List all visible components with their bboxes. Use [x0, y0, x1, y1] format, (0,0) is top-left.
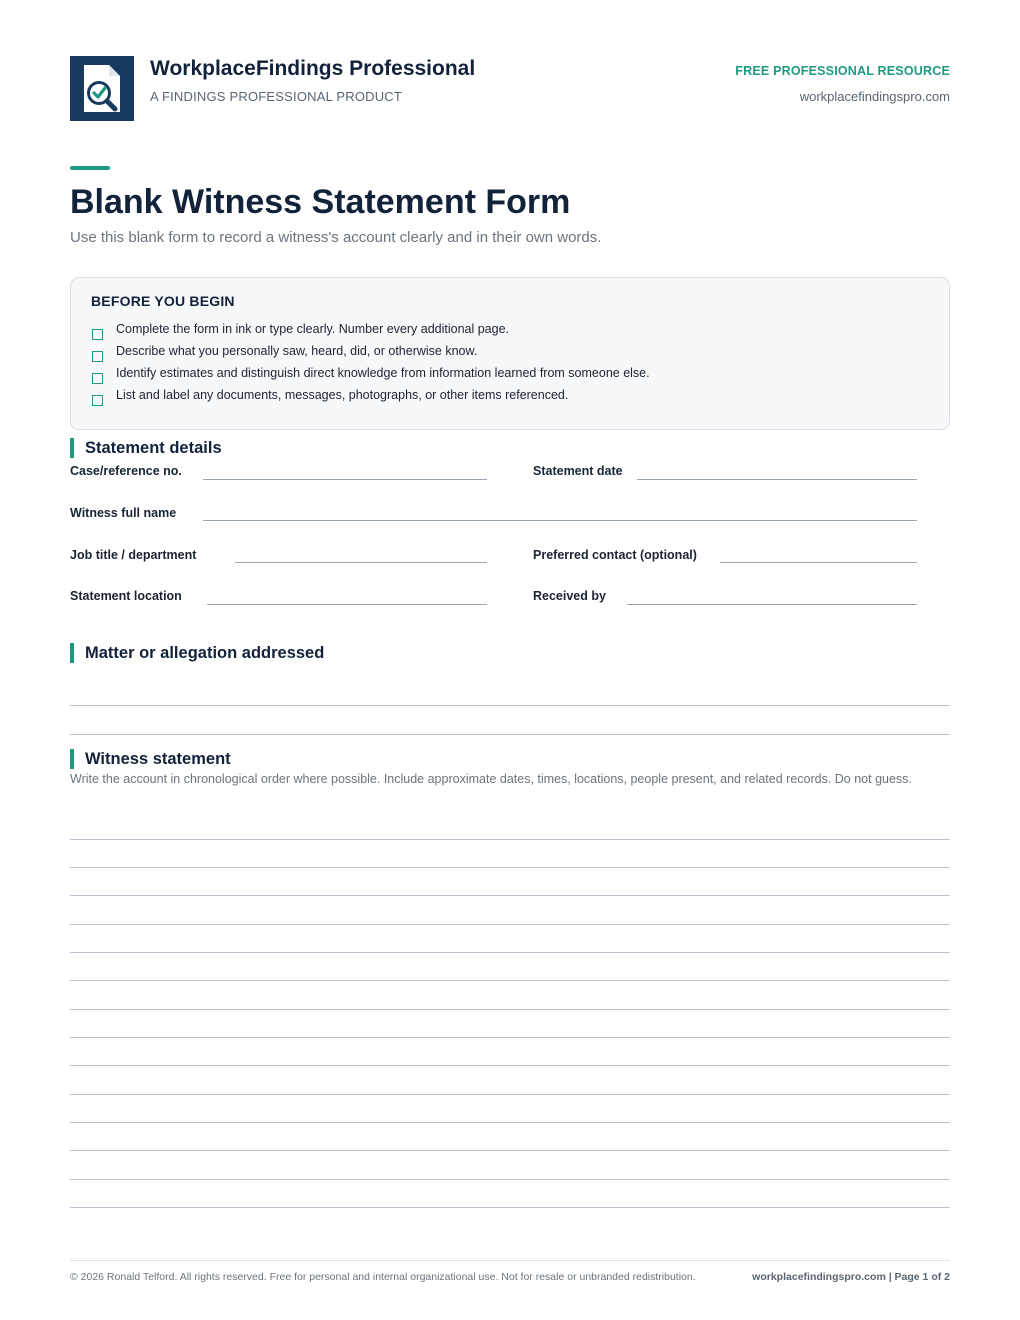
witness-name-field[interactable] [203, 520, 917, 521]
checklist-text: List and label any documents, messages, photographs, or other items referenced. [116, 388, 569, 402]
statement-writing-line[interactable] [70, 1037, 950, 1038]
matter-writing-line[interactable] [70, 734, 950, 735]
statement-date-label: Statement date [533, 464, 623, 478]
statement-writing-line[interactable] [70, 895, 950, 896]
footer-page-info: workplacefindingspro.com | Page 1 of 2 [752, 1271, 950, 1283]
checklist-text: Describe what you personally saw, heard, did, or otherwise know. [116, 344, 478, 358]
received-by-label: Received by [533, 589, 606, 603]
statement-location-field[interactable] [207, 604, 487, 605]
preferred-contact-label: Preferred contact (optional) [533, 548, 697, 562]
statement-writing-line[interactable] [70, 1207, 950, 1208]
checklist-text: Complete the form in ink or type clearly. Number every additional page. [116, 322, 510, 336]
before-you-begin-box [70, 277, 950, 430]
statement-writing-line[interactable] [70, 980, 950, 981]
checklist-text: Identify estimates and distinguish direct knowledge from information learned from someone else. [116, 366, 650, 380]
title-accent-bar [70, 166, 110, 170]
section-heading: Statement details [85, 439, 222, 457]
checkbox-icon[interactable] [92, 329, 103, 340]
statement-writing-line[interactable] [70, 1150, 950, 1151]
received-by-field[interactable] [627, 604, 917, 605]
preferred-contact-field[interactable] [720, 562, 917, 563]
footer [70, 1271, 950, 1283]
statement-writing-line[interactable] [70, 1094, 950, 1095]
statement-writing-line[interactable] [70, 952, 950, 953]
site-url[interactable]: workplacefindingspro.com [799, 89, 950, 104]
before-you-begin-heading: BEFORE YOU BEGIN [91, 293, 235, 309]
job-title-field[interactable] [235, 562, 487, 563]
statement-writing-line[interactable] [70, 839, 950, 840]
checkbox-icon[interactable] [92, 351, 103, 362]
brand-subtitle: A FINDINGS PROFESSIONAL PRODUCT [150, 89, 403, 104]
resource-tag: FREE PROFESSIONAL RESOURCE [735, 64, 950, 78]
checkbox-icon[interactable] [92, 373, 103, 384]
statement-writing-line[interactable] [70, 924, 950, 925]
page-title: Blank Witness Statement Form [70, 183, 571, 221]
section-heading: Witness statement [85, 750, 231, 768]
section-accent-bar [70, 749, 74, 769]
witness-name-label: Witness full name [70, 506, 177, 520]
matter-writing-line[interactable] [70, 705, 950, 706]
page-subtitle: Use this blank form to record a witness's account clearly and in their own words. [70, 229, 602, 246]
statement-writing-line[interactable] [70, 867, 950, 868]
case-number-label: Case/reference no. [70, 464, 182, 478]
footer-divider [70, 1260, 950, 1261]
statement-location-label: Statement location [70, 589, 182, 603]
case-number-field[interactable] [203, 479, 487, 480]
statement-instructions: Write the account in chronological order where possible. Include approximate dates, times, locations, people present, and related records. Do not guess. [70, 772, 912, 786]
footer-copyright: © 2026 Ronald Telford. All rights reserved. Free for personal and internal organizational use. Not for resale or unbranded redistribution. [70, 1271, 696, 1283]
document-check-icon [70, 56, 134, 121]
section-accent-bar [70, 643, 74, 663]
form-page [70, 0, 950, 1320]
statement-writing-line[interactable] [70, 1179, 950, 1180]
statement-date-field[interactable] [637, 479, 917, 480]
checkbox-icon[interactable] [92, 395, 103, 406]
job-title-label: Job title / department [70, 548, 197, 562]
statement-writing-line[interactable] [70, 1122, 950, 1123]
section-accent-bar [70, 438, 74, 458]
statement-writing-line[interactable] [70, 1065, 950, 1066]
brand-name: WorkplaceFindings Professional [150, 57, 476, 80]
section-heading: Matter or allegation addressed [85, 644, 325, 662]
statement-writing-line[interactable] [70, 1009, 950, 1010]
